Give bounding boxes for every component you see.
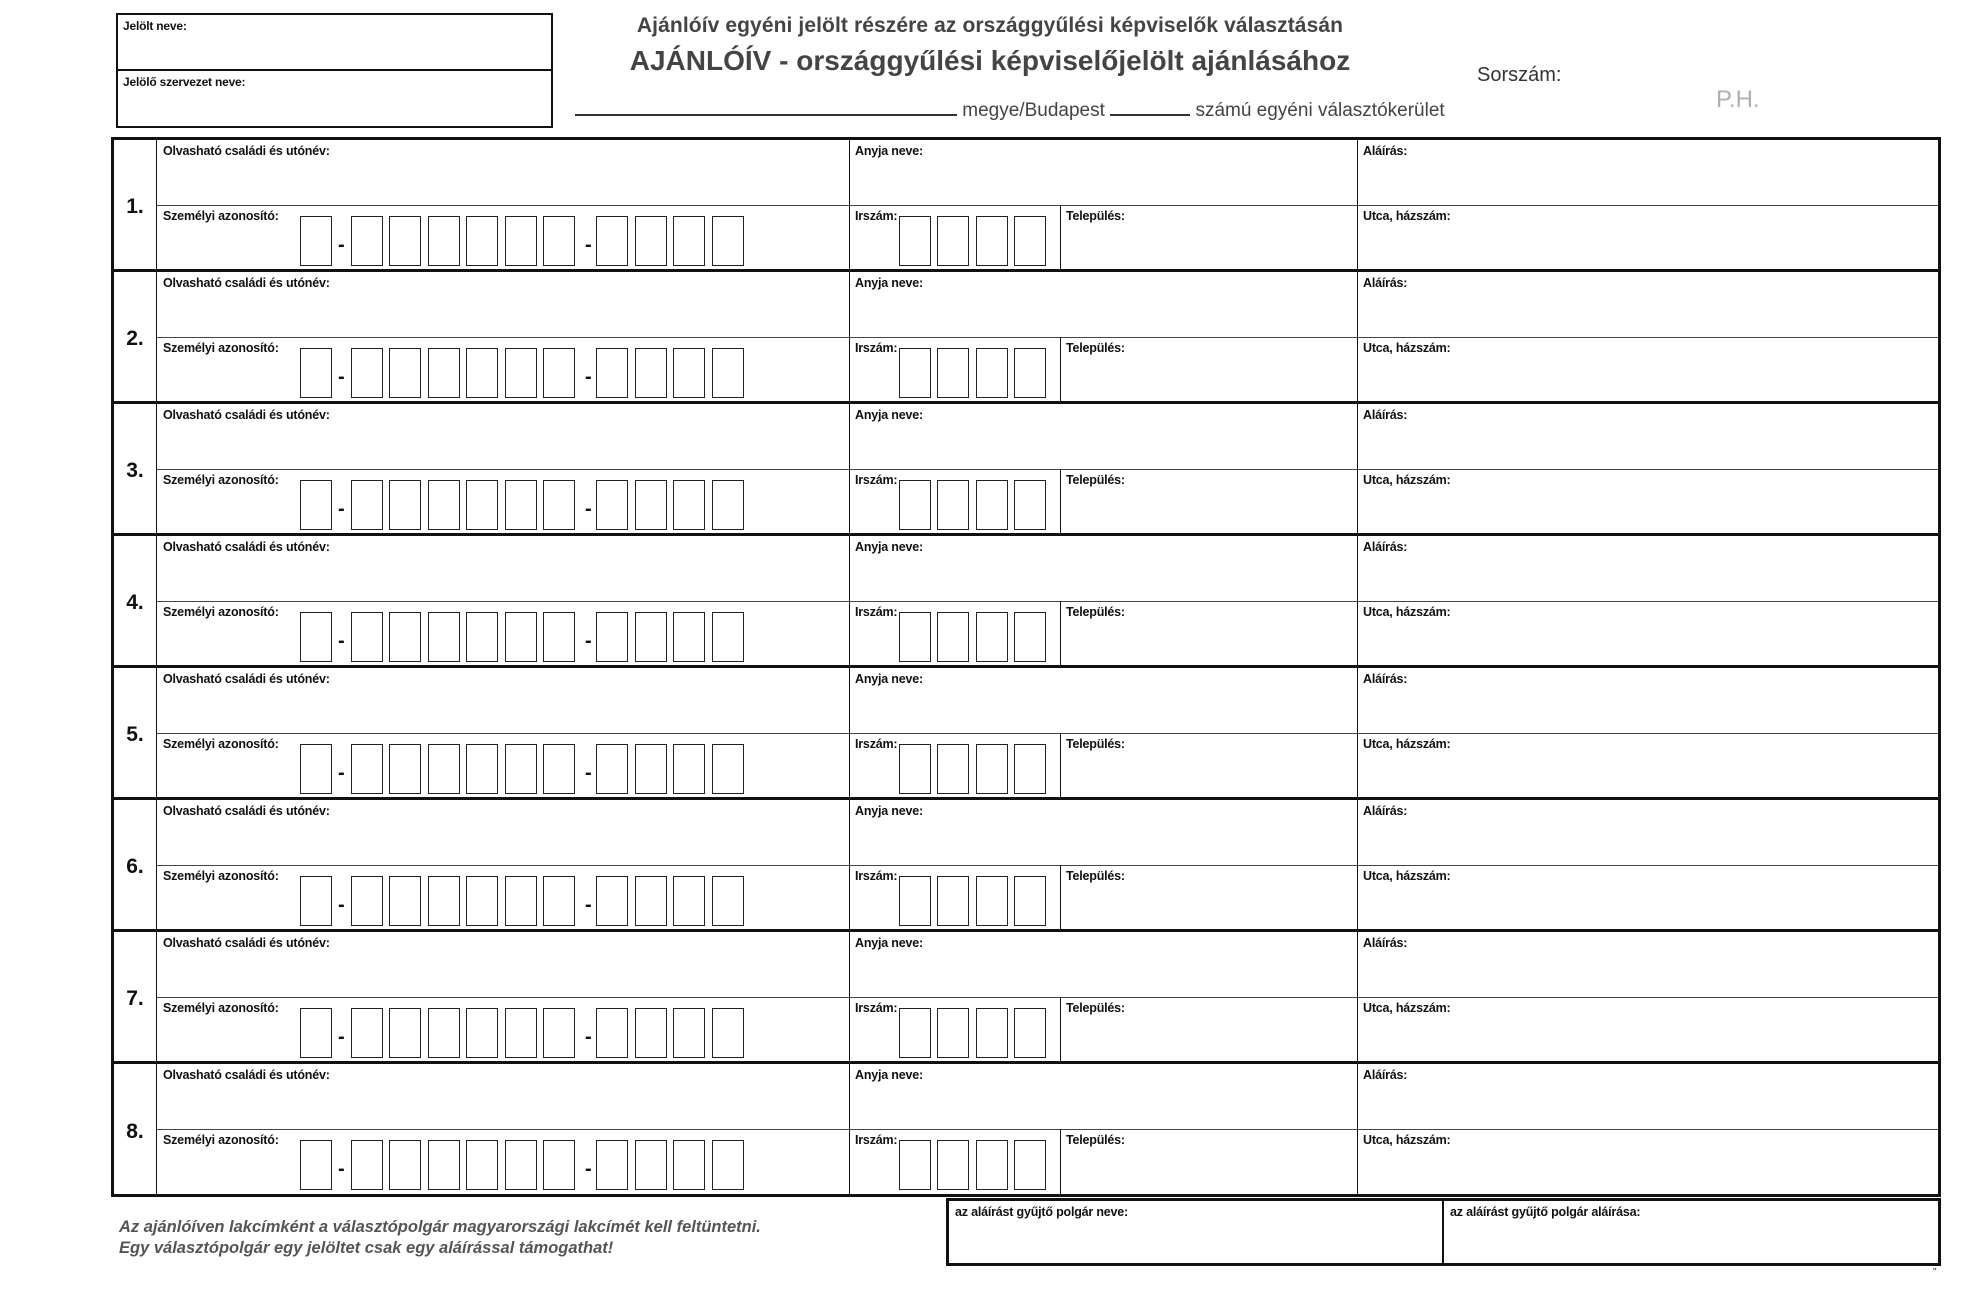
personal-id-digit-box[interactable] [466, 216, 498, 266]
postcode-label: Irszám: [855, 605, 898, 619]
postcode-digit-box[interactable] [1014, 216, 1046, 266]
entry-row [114, 536, 1938, 668]
postcode-digit-box[interactable] [937, 876, 969, 926]
column-divider [1357, 404, 1358, 533]
personal-id-digit-box[interactable] [389, 1008, 421, 1058]
street-label: Utca, házszám: [1363, 1133, 1451, 1147]
personal-id-digit-box[interactable] [389, 612, 421, 662]
id-separator: - [338, 894, 345, 916]
postcode-digit-box[interactable] [899, 876, 931, 926]
name-label: Olvasható családi és utónév: [163, 540, 330, 554]
personal-id-digit-box[interactable] [428, 1008, 460, 1058]
personal-id-digit-box[interactable] [596, 876, 628, 926]
settlement-label: Település: [1066, 1001, 1125, 1015]
entry-row [114, 668, 1938, 800]
personal-id-digit-box[interactable] [635, 216, 667, 266]
row-divider [157, 1129, 1938, 1130]
column-divider [1357, 536, 1358, 665]
column-divider [1060, 205, 1061, 272]
row-number [114, 536, 157, 665]
personal-id-label: Személyi azonosító: [163, 1001, 279, 1015]
postcode-digit-box[interactable] [976, 612, 1008, 662]
mother-name-label: Anyja neve: [855, 936, 923, 950]
personal-id-digit-box[interactable] [351, 1008, 383, 1058]
personal-id-digit-box[interactable] [635, 1140, 667, 1190]
personal-id-digit-box[interactable] [635, 348, 667, 398]
postcode-digit-box[interactable] [1014, 348, 1046, 398]
personal-id-digit-box[interactable] [428, 876, 460, 926]
id-separator: - [338, 630, 345, 652]
street-label: Utca, házszám: [1363, 341, 1451, 355]
personal-id-digit-box[interactable] [635, 1008, 667, 1058]
personal-id-digit-box[interactable] [543, 876, 575, 926]
name-label: Olvasható családi és utónév: [163, 936, 330, 950]
column-divider [1357, 140, 1358, 269]
column-divider [849, 1064, 850, 1196]
collector-signature-label: az aláírást gyűjtő polgár aláírása: [1450, 1205, 1641, 1219]
settlement-label: Település: [1066, 473, 1125, 487]
id-separator: - [585, 366, 592, 388]
postcode-digit-box[interactable] [899, 216, 931, 266]
personal-id-digit-box[interactable] [505, 1140, 537, 1190]
personal-id-digit-box[interactable] [300, 1140, 332, 1190]
column-divider [849, 800, 850, 929]
personal-id-digit-box[interactable] [712, 744, 744, 794]
candidate-name-label: Jelölt neve: [123, 19, 187, 33]
personal-id-digit-box[interactable] [466, 480, 498, 530]
postcode-digit-box[interactable] [899, 612, 931, 662]
personal-id-label: Személyi azonosító: [163, 473, 279, 487]
personal-id-digit-box[interactable] [712, 612, 744, 662]
personal-id-label: Személyi azonosító: [163, 605, 279, 619]
street-label: Utca, házszám: [1363, 473, 1451, 487]
postcode-label: Irszám: [855, 209, 898, 223]
entry-row [114, 1064, 1938, 1196]
postcode-digit-box[interactable] [976, 1008, 1008, 1058]
id-separator: - [338, 366, 345, 388]
settlement-label: Település: [1066, 209, 1125, 223]
column-divider [1357, 932, 1358, 1061]
name-label: Olvasható családi és utónév: [163, 276, 330, 290]
row-number [114, 272, 157, 401]
row-divider [157, 865, 1938, 866]
personal-id-digit-box[interactable] [505, 216, 537, 266]
postcode-digit-box[interactable] [937, 480, 969, 530]
column-divider [849, 404, 850, 533]
personal-id-digit-box[interactable] [466, 612, 498, 662]
row-number-text: 1. [126, 194, 144, 218]
postcode-digit-box[interactable] [1014, 480, 1046, 530]
row-divider [157, 205, 1938, 206]
personal-id-digit-box[interactable] [389, 480, 421, 530]
postcode-digit-box[interactable] [937, 1140, 969, 1190]
column-divider [849, 932, 850, 1061]
personal-id-digit-box[interactable] [596, 744, 628, 794]
personal-id-digit-box[interactable] [300, 744, 332, 794]
mother-name-label: Anyja neve: [855, 672, 923, 686]
personal-id-digit-box[interactable] [466, 1140, 498, 1190]
row-divider [157, 601, 1938, 602]
personal-id-digit-box[interactable] [428, 612, 460, 662]
row-number [114, 404, 157, 533]
personal-id-digit-box[interactable] [466, 744, 498, 794]
column-divider [1060, 601, 1061, 668]
entry-row [114, 800, 1938, 932]
district-line [575, 98, 1445, 122]
street-label: Utca, házszám: [1363, 737, 1451, 751]
mother-name-label: Anyja neve: [855, 540, 923, 554]
personal-id-digit-box[interactable] [673, 1140, 705, 1190]
personal-id-digit-box[interactable] [351, 744, 383, 794]
column-divider [1060, 733, 1061, 800]
id-separator: - [338, 1026, 345, 1048]
column-divider [1357, 668, 1358, 797]
postcode-digit-box[interactable] [976, 216, 1008, 266]
personal-id-digit-box[interactable] [673, 612, 705, 662]
street-label: Utca, házszám: [1363, 1001, 1451, 1015]
personal-id-label: Személyi azonosító: [163, 869, 279, 883]
postcode-digit-box[interactable] [976, 876, 1008, 926]
postcode-digit-box[interactable] [1014, 876, 1046, 926]
personal-id-digit-box[interactable] [543, 216, 575, 266]
personal-id-digit-box[interactable] [596, 348, 628, 398]
row-divider [157, 733, 1938, 734]
mother-name-label: Anyja neve: [855, 144, 923, 158]
row-number-text: 2. [126, 326, 144, 350]
street-label: Utca, házszám: [1363, 209, 1451, 223]
personal-id-digit-box[interactable] [428, 348, 460, 398]
personal-id-digit-box[interactable] [351, 348, 383, 398]
signature-label: Aláírás: [1363, 804, 1408, 818]
id-separator: - [585, 630, 592, 652]
id-separator: - [338, 762, 345, 784]
personal-id-digit-box[interactable] [351, 216, 383, 266]
personal-id-label: Személyi azonosító: [163, 737, 279, 751]
personal-id-digit-box[interactable] [505, 612, 537, 662]
row-divider [157, 997, 1938, 998]
postcode-label: Irszám: [855, 473, 898, 487]
id-separator: - [338, 1158, 345, 1180]
personal-id-digit-box[interactable] [428, 744, 460, 794]
id-separator: - [585, 762, 592, 784]
postcode-digit-box[interactable] [937, 744, 969, 794]
personal-id-digit-box[interactable] [428, 216, 460, 266]
entry-row [114, 140, 1938, 272]
row-number [114, 932, 157, 1061]
id-separator: - [585, 498, 592, 520]
personal-id-digit-box[interactable] [389, 744, 421, 794]
district-number-blank[interactable] [1110, 98, 1190, 116]
serial-number-label: Sorszám: [1477, 64, 1562, 86]
mother-name-label: Anyja neve: [855, 804, 923, 818]
postcode-digit-box[interactable] [937, 612, 969, 662]
row-number [114, 800, 157, 929]
personal-id-digit-box[interactable] [389, 876, 421, 926]
id-separator: - [585, 894, 592, 916]
postcode-label: Irszám: [855, 1133, 898, 1147]
personal-id-digit-box[interactable] [389, 348, 421, 398]
signature-label: Aláírás: [1363, 540, 1408, 554]
column-divider [849, 536, 850, 665]
row-number [114, 140, 157, 269]
postcode-digit-box[interactable] [937, 216, 969, 266]
personal-id-digit-box[interactable] [351, 480, 383, 530]
form-title: AJÁNLÓÍV - országgyűlési képviselőjelölt ajánlásához [629, 45, 1351, 76]
collector-name-field[interactable] [949, 1201, 1444, 1263]
postcode-label: Irszám: [855, 1001, 898, 1015]
personal-id-digit-box[interactable] [351, 876, 383, 926]
column-divider [1357, 800, 1358, 929]
column-divider [1357, 1064, 1358, 1196]
id-separator: - [585, 1158, 592, 1180]
district-label: számú egyéni választókerület [1195, 100, 1445, 121]
column-divider [1060, 1129, 1061, 1196]
personal-id-digit-box[interactable] [712, 480, 744, 530]
postcode-digit-box[interactable] [976, 1140, 1008, 1190]
personal-id-label: Személyi azonosító: [163, 1133, 279, 1147]
postcode-digit-box[interactable] [1014, 744, 1046, 794]
signature-label: Aláírás: [1363, 408, 1408, 422]
personal-id-digit-box[interactable] [505, 1008, 537, 1058]
personal-id-digit-box[interactable] [712, 1008, 744, 1058]
signature-label: Aláírás: [1363, 1068, 1408, 1082]
personal-id-digit-box[interactable] [673, 876, 705, 926]
personal-id-digit-box[interactable] [673, 348, 705, 398]
footer-notes [119, 1217, 761, 1259]
personal-id-digit-box[interactable] [428, 480, 460, 530]
settlement-label: Település: [1066, 605, 1125, 619]
personal-id-digit-box[interactable] [712, 1140, 744, 1190]
row-number-text: 5. [126, 722, 144, 746]
personal-id-digit-box[interactable] [300, 216, 332, 266]
street-label: Utca, házszám: [1363, 869, 1451, 883]
footer-note-one-signature: Egy választópolgár egy jelöltet csak egy aláírással támogathat! [119, 1239, 614, 1257]
personal-id-digit-box[interactable] [635, 480, 667, 530]
mother-name-label: Anyja neve: [855, 408, 923, 422]
collector-signature-field[interactable] [1444, 1201, 1938, 1263]
name-label: Olvasható családi és utónév: [163, 672, 330, 686]
signature-label: Aláírás: [1363, 936, 1408, 950]
postcode-digit-box[interactable] [1014, 612, 1046, 662]
personal-id-digit-box[interactable] [673, 216, 705, 266]
entry-row [114, 404, 1938, 536]
row-number-text: 3. [126, 458, 144, 482]
column-divider [849, 140, 850, 269]
personal-id-digit-box[interactable] [505, 480, 537, 530]
recommendation-table [111, 137, 1941, 1197]
personal-id-digit-box[interactable] [505, 744, 537, 794]
personal-id-digit-box[interactable] [596, 480, 628, 530]
id-separator: - [338, 498, 345, 520]
personal-id-digit-box[interactable] [673, 744, 705, 794]
row-number [114, 1064, 157, 1196]
postcode-label: Irszám: [855, 869, 898, 883]
personal-id-digit-box[interactable] [712, 348, 744, 398]
personal-id-digit-box[interactable] [300, 1008, 332, 1058]
street-label: Utca, házszám: [1363, 605, 1451, 619]
postcode-digit-box[interactable] [1014, 1008, 1046, 1058]
collector-box [946, 1198, 1941, 1266]
personal-id-digit-box[interactable] [543, 348, 575, 398]
postcode-label: Irszám: [855, 737, 898, 751]
personal-id-digit-box[interactable] [596, 216, 628, 266]
signature-label: Aláírás: [1363, 672, 1408, 686]
postcode-label: Irszám: [855, 341, 898, 355]
postcode-digit-box[interactable] [976, 744, 1008, 794]
postcode-digit-box[interactable] [899, 348, 931, 398]
personal-id-digit-box[interactable] [673, 1008, 705, 1058]
personal-id-digit-box[interactable] [712, 216, 744, 266]
candidate-box [116, 13, 553, 128]
personal-id-digit-box[interactable] [389, 1140, 421, 1190]
settlement-label: Település: [1066, 341, 1125, 355]
postcode-digit-box[interactable] [976, 480, 1008, 530]
row-number-text: 8. [126, 1120, 144, 1143]
postcode-digit-box[interactable] [899, 744, 931, 794]
form-subtitle: Ajánlóív egyéni jelölt részére az országgyűlési képviselők választásán [636, 14, 1344, 37]
personal-id-label: Személyi azonosító: [163, 341, 279, 355]
column-divider [1060, 865, 1061, 932]
personal-id-digit-box[interactable] [543, 612, 575, 662]
row-number-text: 4. [126, 590, 144, 614]
column-divider [849, 272, 850, 401]
personal-id-digit-box[interactable] [466, 876, 498, 926]
row-number-text: 6. [126, 854, 144, 878]
personal-id-digit-box[interactable] [389, 216, 421, 266]
personal-id-digit-box[interactable] [635, 612, 667, 662]
name-label: Olvasható családi és utónév: [163, 144, 330, 158]
column-divider [849, 668, 850, 797]
entry-row [114, 932, 1938, 1064]
personal-id-digit-box[interactable] [351, 1140, 383, 1190]
row-number-text: 7. [126, 986, 144, 1010]
id-separator: - [338, 234, 345, 256]
nominating-org-field[interactable] [118, 71, 551, 127]
name-label: Olvasható családi és utónév: [163, 408, 330, 422]
postcode-digit-box[interactable] [1014, 1140, 1046, 1190]
row-divider [157, 337, 1938, 338]
postcode-digit-box[interactable] [937, 348, 969, 398]
personal-id-digit-box[interactable] [300, 480, 332, 530]
personal-id-digit-box[interactable] [712, 876, 744, 926]
personal-id-digit-box[interactable] [543, 1008, 575, 1058]
personal-id-digit-box[interactable] [673, 480, 705, 530]
personal-id-digit-box[interactable] [505, 348, 537, 398]
personal-id-digit-box[interactable] [543, 480, 575, 530]
column-divider [1060, 997, 1061, 1064]
nominating-org-label: Jelölő szervezet neve: [123, 75, 246, 89]
personal-id-label: Személyi azonosító: [163, 209, 279, 223]
personal-id-digit-box[interactable] [635, 876, 667, 926]
settlement-label: Település: [1066, 869, 1125, 883]
personal-id-digit-box[interactable] [466, 348, 498, 398]
settlement-label: Település: [1066, 737, 1125, 751]
personal-id-digit-box[interactable] [466, 1008, 498, 1058]
name-label: Olvasható családi és utónév: [163, 1068, 330, 1082]
personal-id-digit-box[interactable] [543, 1140, 575, 1190]
personal-id-digit-box[interactable] [543, 744, 575, 794]
personal-id-digit-box[interactable] [300, 876, 332, 926]
county-label: megye/Budapest [962, 100, 1105, 121]
signature-label: Aláírás: [1363, 276, 1408, 290]
candidate-name-field[interactable] [118, 15, 551, 71]
personal-id-digit-box[interactable] [596, 1008, 628, 1058]
personal-id-digit-box[interactable] [596, 1140, 628, 1190]
personal-id-digit-box[interactable] [635, 744, 667, 794]
id-separator: - [585, 1026, 592, 1048]
stamp-placeholder: P.H. [1716, 86, 1760, 113]
column-divider [1060, 337, 1061, 404]
footer-note-address: Az ajánlóíven lakcímként a választópolgár magyarországi lakcímét kell feltüntetni. [119, 1218, 761, 1236]
postcode-digit-box[interactable] [937, 1008, 969, 1058]
id-separator: - [585, 234, 592, 256]
postcode-digit-box[interactable] [899, 1140, 931, 1190]
personal-id-digit-box[interactable] [596, 612, 628, 662]
mother-name-label: Anyja neve: [855, 276, 923, 290]
postcode-digit-box[interactable] [899, 1008, 931, 1058]
signature-label: Aláírás: [1363, 144, 1408, 158]
corner-mark: " [1933, 1267, 1937, 1278]
personal-id-digit-box[interactable] [351, 612, 383, 662]
row-number [114, 668, 157, 797]
column-divider [1060, 469, 1061, 536]
personal-id-digit-box[interactable] [300, 612, 332, 662]
postcode-digit-box[interactable] [976, 348, 1008, 398]
entry-row [114, 272, 1938, 404]
name-label: Olvasható családi és utónév: [163, 804, 330, 818]
postcode-digit-box[interactable] [899, 480, 931, 530]
mother-name-label: Anyja neve: [855, 1068, 923, 1082]
column-divider [1357, 272, 1358, 401]
county-blank[interactable] [575, 98, 957, 116]
personal-id-digit-box[interactable] [428, 1140, 460, 1190]
collector-name-label: az aláírást gyűjtő polgár neve: [955, 1205, 1129, 1219]
personal-id-digit-box[interactable] [300, 348, 332, 398]
settlement-label: Település: [1066, 1133, 1125, 1147]
row-divider [157, 469, 1938, 470]
personal-id-digit-box[interactable] [505, 876, 537, 926]
